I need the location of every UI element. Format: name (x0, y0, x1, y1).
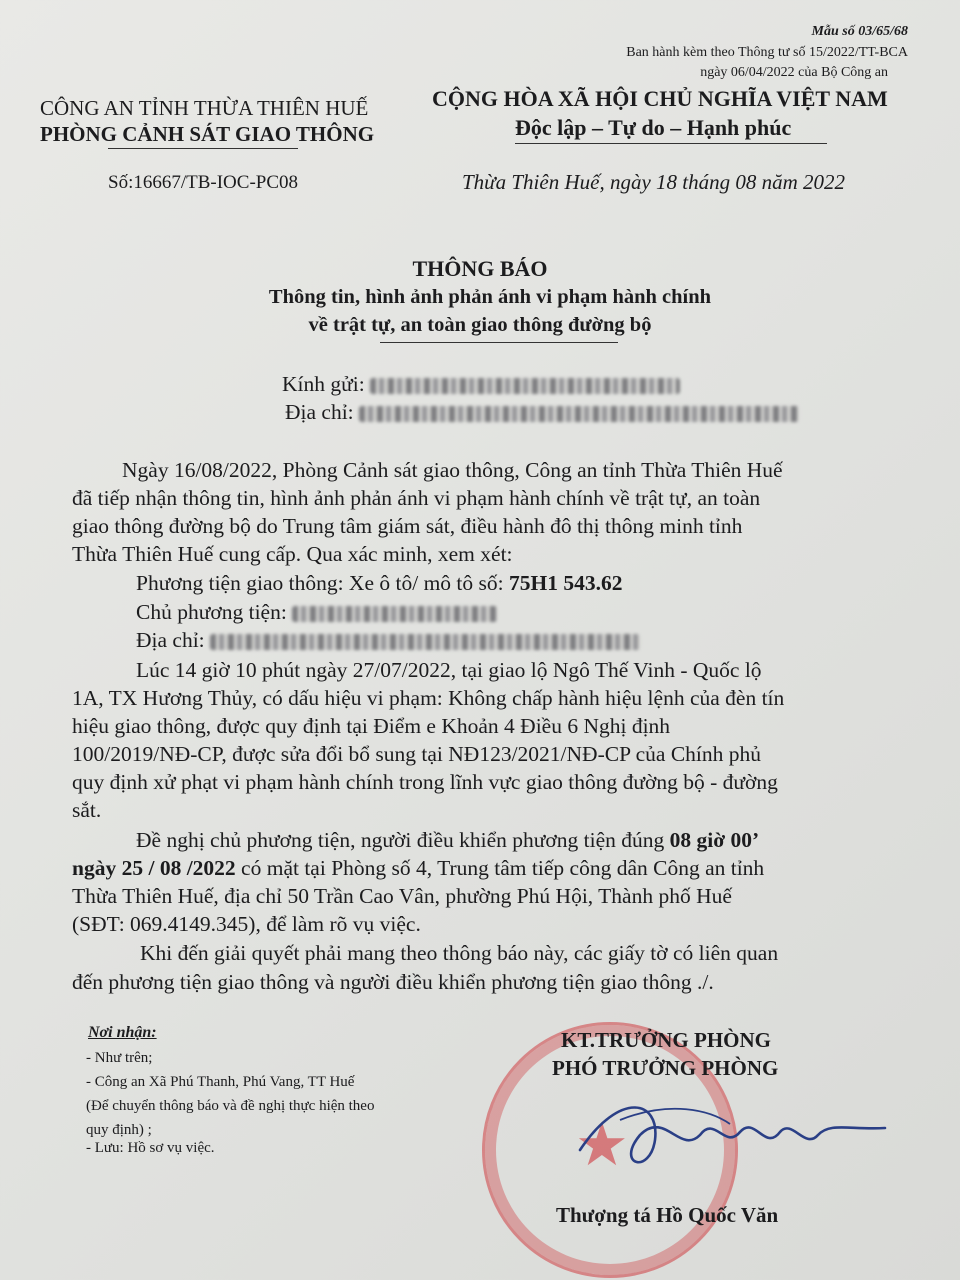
body-p3-line-1 (136, 828, 759, 853)
body-p1-line-2: đã tiếp nhận thông tin, hình ảnh phản ánh vi phạm hành chính về trật tự, an toàn (72, 486, 761, 510)
redacted-addressee-address (359, 406, 799, 422)
owner-address-label: Địa chỉ: (136, 628, 205, 652)
body-p3-line-3: Thừa Thiên Huế, địa chỉ 50 Trần Cao Vân, phường Phú Hội, Thành phố Huế (72, 884, 732, 908)
addressee-address-label: Địa chỉ: (285, 400, 354, 424)
appointment-day-label: ngày (72, 856, 117, 880)
place-date: Thừa Thiên Huế, ngày 18 tháng 08 năm 2022 (462, 170, 846, 194)
body-p4-line-2: đến phương tiện giao thông và người điều khiển phương tiện giao thông ./. (72, 970, 714, 994)
header-left-divider (108, 148, 298, 149)
stamp-star-icon: ★ (575, 1112, 629, 1178)
recipient-line-3: (Để chuyển thông báo và đề nghị thực hiện theo (86, 1098, 375, 1114)
body-p3-line-2 (72, 856, 764, 881)
document-subtitle-2: về trật tự, an toàn giao thông đường bộ (308, 314, 652, 336)
body-p3-start: Đề nghị chủ phương tiện, người điều khiển phương tiện đúng (136, 828, 665, 852)
country-name: CỘNG HÒA XÃ HỘI CHỦ NGHĨA VIỆT NAM (432, 86, 888, 111)
form-number: Mẫu số 03/65/68 (811, 24, 908, 39)
appointment-date: 25 / 08 /2022 (121, 856, 236, 880)
redacted-owner-address (210, 634, 640, 650)
title-divider (380, 342, 618, 343)
addressee-address-line (285, 400, 799, 425)
body-p1-line-4: Thừa Thiên Huế cung cấp. Qua xác minh, xem xét: (72, 542, 513, 566)
handwritten-signature (560, 1080, 890, 1190)
body-p3-rest: có mặt tại Phòng số 4, Trung tâm tiếp công dân Công an tỉnh (241, 856, 765, 880)
signer-name: Thượng tá Hồ Quốc Văn (556, 1203, 779, 1227)
redacted-addressee (370, 378, 680, 394)
redacted-owner (292, 606, 497, 622)
addressee-line (282, 372, 680, 397)
form-issued-date: ngày 06/04/2022 của Bộ Công an (700, 65, 888, 80)
signature-title-2: PHÓ TRƯỞNG PHÒNG (552, 1056, 779, 1080)
department-name: PHÒNG CẢNH SÁT GIAO THÔNG (40, 122, 375, 146)
header-right-divider (515, 143, 827, 144)
addressee-label: Kính gửi: (282, 372, 365, 396)
body-p1-line-1: Ngày 16/08/2022, Phòng Cảnh sát giao thông, Công an tỉnh Thừa Thiên Huế (122, 458, 783, 482)
recipient-line-2: - Công an Xã Phú Thanh, Phú Vang, TT Huế (86, 1074, 355, 1090)
vehicle-label: Phương tiện giao thông: Xe ô tô/ mô tô số: (136, 571, 504, 595)
body-p4-line-1: Khi đến giải quyết phải mang theo thông báo này, các giấy tờ có liên quan (140, 941, 779, 965)
appointment-time: 08 giờ 00’ (669, 828, 760, 852)
national-motto: Độc lập – Tự do – Hạnh phúc (515, 115, 792, 140)
vehicle-line (136, 571, 622, 596)
recipient-line-4: quy định) ; (86, 1122, 152, 1138)
document-number: Số:16667/TB-IOC-PC08 (108, 172, 299, 193)
signature-title-1: KT.TRƯỞNG PHÒNG (561, 1028, 771, 1052)
recipients-title: Nơi nhận: (88, 1024, 157, 1041)
body-p2-line-4: 100/2019/NĐ-CP, được sửa đổi bổ sung tại NĐ123/2021/NĐ-CP của Chính phủ (72, 742, 762, 766)
document-subtitle-1: Thông tin, hình ảnh phản ánh vi phạm hành chính (268, 286, 712, 308)
body-p2-line-3: hiệu giao thông, được quy định tại Điểm e Khoản 4 Điều 6 Nghị định (72, 714, 671, 738)
body-p3-line-4: (SĐT: 069.4149.345), để làm rõ vụ việc. (72, 912, 421, 936)
form-issued-with: Ban hành kèm theo Thông tư số 15/2022/TT-BCA (626, 45, 908, 60)
agency-name: CÔNG AN TỈNH THỪA THIÊN HUẾ (40, 96, 369, 120)
body-p2-line-5: quy định xử phạt vi phạm hành chính trong lĩnh vực giao thông đường bộ - đường (72, 770, 778, 794)
owner-label: Chủ phương tiện: (136, 600, 287, 624)
owner-line (136, 600, 497, 625)
document-title: THÔNG BÁO (412, 256, 548, 281)
body-p1-line-3: giao thông đường bộ do Trung tâm giám sát, điều hành đô thị thông minh tỉnh (72, 514, 743, 538)
recipient-line-1: - Như trên; (86, 1050, 153, 1066)
vehicle-plate: 75H1 543.62 (509, 571, 623, 595)
owner-address-line (136, 628, 640, 653)
body-p2-line-6: sắt. (72, 798, 102, 822)
body-p2-line-2: 1A, TX Hương Thủy, có dấu hiệu vi phạm: Không chấp hành hiệu lệnh của đèn tín (72, 686, 785, 710)
recipient-line-5: - Lưu: Hồ sơ vụ việc. (86, 1140, 215, 1156)
body-p2-line-1: Lúc 14 giờ 10 phút ngày 27/07/2022, tại giao lộ Ngô Thế Vinh - Quốc lộ (136, 658, 762, 682)
